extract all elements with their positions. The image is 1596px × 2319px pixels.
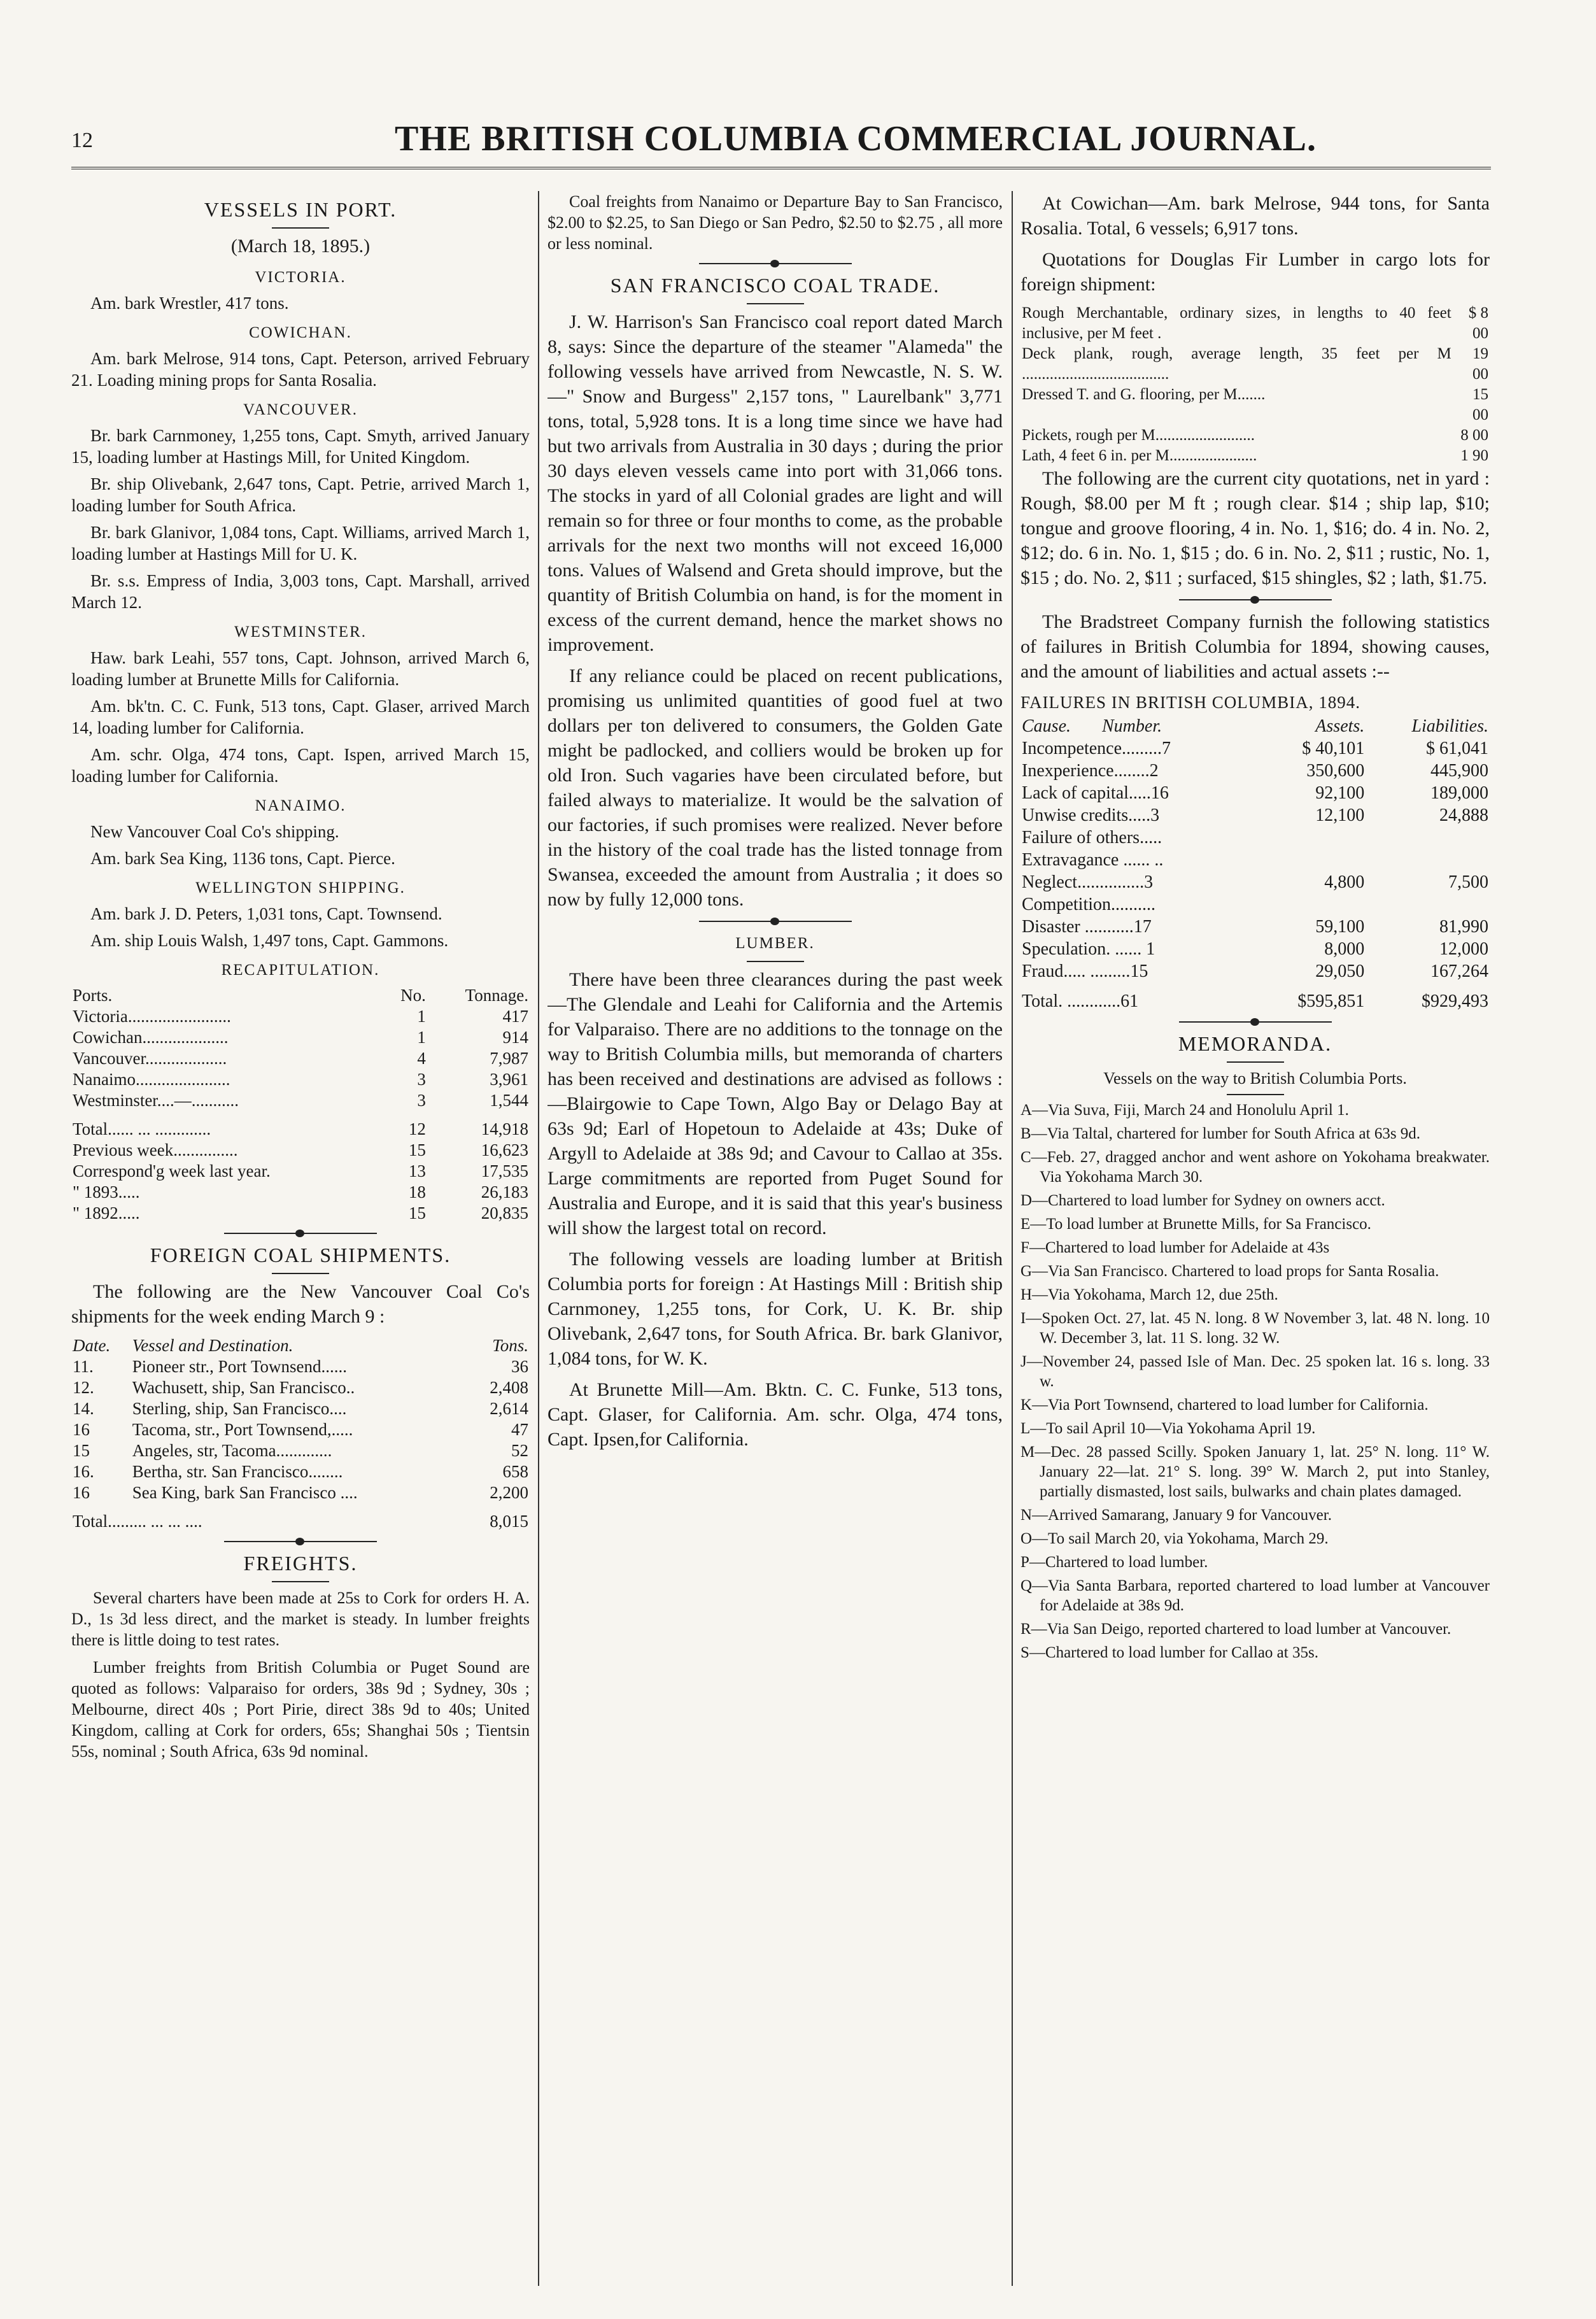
cell: 12. [73,1378,94,1397]
cell: 12,000 [1439,939,1488,959]
cell: 350,600 [1306,761,1365,781]
lumber-paragraph: At Brunette Mill—Am. Bktn. C. C. Funke, 513 tons, Capt. Glaser, for California. Am. schr. Olga, 474 tons, Capt. Ipsen,for California. [547,1379,1003,1450]
section-separator [224,1541,377,1542]
memo-item: I—Spoken Oct. 27, lat. 45 N. long. 8 W November 3, lat. 48 N. long. 10 W. December 3, lat. 11 S. long. 32 W. [1020,1310,1490,1347]
dash-rule [272,1273,329,1274]
freights-heading: FREIGHTS. [243,1552,358,1575]
memo-item: G—Via San Francisco. Chartered to load props for Santa Rosalia. [1020,1263,1439,1280]
recapitulation-heading: RECAPITULATION. [221,961,380,979]
cell: 3 [417,1070,426,1089]
column-header: Vessel and Destination. [132,1336,293,1355]
cell: Victoria........................ [73,1007,231,1026]
cell [1257,849,1366,871]
cell: $ 8 00 [1468,304,1488,342]
cell: 52 [511,1441,528,1460]
foreign-coal-intro: The following are the New Vancouver Coal Co's shipments for the week ending March 9 : [71,1281,530,1327]
cell: Disaster ...........17 [1022,917,1152,937]
vessel-entry: Am. bark Melrose, 914 tons, Capt. Peterson, arrived February 21. Loading mining props for Santa Rosalia. [71,349,530,390]
cell: 15 [73,1441,90,1460]
table-row [1020,446,1490,466]
table-row [1020,782,1490,804]
column-2 [547,191,1003,2286]
memoranda-subtitle: Vessels on the way to British Columbia Ports. [1103,1069,1407,1088]
table-row [1020,804,1490,826]
section-separator [1179,1021,1332,1023]
page-number: 12 [71,129,93,152]
cell: 14. [73,1399,94,1418]
memo-item: O—To sail March 20, via Yokohama, March 29. [1020,1530,1329,1547]
section-separator [1179,599,1332,600]
lumber-paragraph: There have been three clearances during the past week—The Glendale and Leahi for California and the Artemis for Valparaiso. There are no additions to the tonnage on the way to British Columbia mills, but memoranda of charters has been received and destinations are advised as follows :—Blairgowie to Cape Town, Algo Bay or Delago Bay at 63s 9d; Earl of Hopetoun to Adelaide at 43s; Duke of Argyll to Adelaide at 38s 9d; and Cavour to Callao at 35s. Large commitments are reported from Puget Sound for Australia and Europe, and it is said that this year's business will show the largest total on record. [547,969,1003,1238]
column-header: Assets. [1315,716,1365,736]
memo-item: D—Chartered to load lumber for Sydney on owners acct. [1020,1192,1385,1209]
table-row [71,1090,530,1111]
dash-rule [1227,1094,1284,1095]
cell: Fraud..... .........15 [1022,961,1148,981]
column-header [1020,715,1257,737]
freights-paragraph: Several charters have been made at 25s to Cork for orders H. A. D., 1s 3d less direct, and the market is steady. In lumber freights there is little doing to test rates. [71,1589,530,1649]
cell: 59,100 [1315,917,1365,937]
cell: 92,100 [1315,783,1365,803]
cell: 16 [73,1483,90,1502]
cell: 2,200 [490,1483,528,1502]
table-row [1020,938,1490,960]
cell: Cowichan.................... [73,1028,229,1047]
vessels-in-port-heading: VESSELS IN PORT. [204,198,397,221]
column-header: No. [400,986,426,1005]
table-row [1020,737,1490,760]
cell: Inexperience........2 [1022,761,1159,781]
cell: Incompetence.........7 [1022,739,1171,758]
cell: Extravagance ...... .. [1022,850,1164,870]
table-row [1020,760,1490,782]
port-heading: COWICHAN. [249,324,352,341]
cell: Previous week............... [73,1140,238,1160]
dash-rule [747,961,804,962]
cell [1366,849,1490,871]
memo-item: M—Dec. 28 passed Scilly. Spoken January 1, lat. 25° N. long. 11° W. January 22—lat. 21° S. long. 39° W. March 2, put into Stanley, partially dismasted, lost sails, bulwarks and chain plates damaged. [1020,1443,1490,1500]
table-row [71,1203,530,1224]
table-row [71,1140,530,1161]
table-row [71,1182,530,1203]
cell: Nanaimo...................... [73,1070,230,1089]
cell: Total...... ... ............. [73,1119,211,1138]
cell: 16 [73,1420,90,1439]
cell: 1 90 [1460,447,1488,464]
cell: 417 [502,1007,528,1026]
table-row [71,1006,530,1027]
column-header: Ports. [73,986,113,1005]
vessel-entry: Br. ship Olivebank, 2,647 tons, Capt. Petrie, arrived March 1, loading lumber for South Africa. [71,474,530,515]
table-row [71,1419,530,1440]
header-rule [71,167,1491,169]
table-row [1020,960,1490,982]
cell: Bertha, str. San Francisco........ [132,1462,343,1481]
table-row [1020,871,1490,893]
memo-item: P—Chartered to load lumber. [1020,1554,1208,1571]
lumber-paragraph: The following vessels are loading lumber at British Columbia ports for foreign : At Hastings Mill : British ship Carnmoney, 1,255 tons, for Cork, U. K. Br. ship Olivebank, 2,647 tons, for South Africa. Br. bark Glanivor, 1,084 tons, for W. K. [547,1249,1003,1369]
column-3 [1020,191,1490,2286]
table-row [71,1356,530,1377]
memoranda-heading: MEMORANDA. [1178,1032,1332,1055]
failures-intro: The Bradstreet Company furnish the following statistics of failures in British Columbia for 1894, showing causes, and the amount of liabilities and actual assets :-- [1020,611,1490,682]
cell: Correspond'g week last year. [73,1161,271,1181]
column-header: Liabilities. [1411,716,1488,736]
cell: Lack of capital.....16 [1022,783,1169,803]
table-row [71,1027,530,1048]
cell: 1 [417,1028,426,1047]
cell: 4 [417,1049,426,1068]
cell: Dressed T. and G. flooring, per M....... [1022,386,1266,403]
table-row [1020,385,1490,425]
column-header: Tons. [492,1336,528,1355]
column-divider [538,191,539,2286]
vessel-entry: Am. bark J. D. Peters, 1,031 tons, Capt. Townsend. [90,904,442,923]
cell: 4,800 [1324,872,1365,892]
cell [1366,826,1490,849]
cell: 17,535 [481,1161,528,1181]
cell: 15 [408,1203,426,1223]
port-heading: VICTORIA. [255,269,346,286]
cell: Wachusett, ship, San Francisco.. [132,1378,355,1397]
foreign-coal-heading: FOREIGN COAL SHIPMENTS. [150,1244,451,1266]
cell: 8,000 [1324,939,1365,959]
table-row [71,1069,530,1090]
cell: 3,961 [490,1070,528,1089]
cell: Competition.......... [1022,895,1155,914]
recapitulation-table [71,985,530,1224]
cell: 16. [73,1462,94,1481]
cell: 445,900 [1430,761,1488,781]
cell: 11. [73,1357,94,1376]
cell: 12,100 [1315,805,1365,825]
cell: 20,835 [481,1203,528,1223]
cell: 19 00 [1472,345,1488,383]
table-row [1020,344,1490,385]
lumber-quote-intro: Quotations for Douglas Fir Lumber in cargo lots for foreign shipment: [1020,249,1490,295]
cell: Rough Merchantable, ordinary sizes, in lengths to 40 feet inclusive, per M feet . [1022,304,1451,342]
vessel-entry: Br. bark Glanivor, 1,084 tons, Capt. Williams, arrived March 1, loading lumber at Hastings Mill for U. K. [71,523,530,564]
vessels-date: (March 18, 1895.) [230,236,371,257]
cell: 2,408 [490,1378,528,1397]
cell: Westminster....—........... [73,1091,239,1110]
vessel-entry: Am. schr. Olga, 474 tons, Capt. Ispen, arrived March 15, loading lumber for California. [71,745,530,786]
table-row [71,1398,530,1419]
column-header: Number. [1102,716,1162,736]
sf-coal-paragraph: J. W. Harrison's San Francisco coal report dated March 8, says: Since the departure of the steamer "Alameda" the following vessels have arrived from Newcastle, N. S. W.—" Snow and Burgess" 2,157 tons, " Laurelbank" 3,771 tons, total, 5,928 tons. It is a long time since we have had but two arrivals from Australia in 30 days ; during the prior 30 days eleven vessels came into port with 31,066 tons. The stocks in yard of all Colonial grades are light and will remain so for three or four months to come, as the probable arrivals for the next two months will not exceed 16,000 tons. Values of Walsend and Greta should improve, but the quantity of British Columbia on hand, is for the moment in excess of the current demand, hence the market shows no improvement. [547,311,1003,655]
cell: Neglect...............3 [1022,872,1154,892]
memo-item: K—Via Port Townsend, chartered to load lumber for California. [1020,1396,1429,1414]
failures-table [1020,715,1490,1012]
table-row [1020,982,1490,1012]
sf-coal-paragraph: If any reliance could be placed on recent publications, promising us unlimited quantities of good fuel at two dollars per ton delivered to consumers, the Golden Gate might be padlocked, and colliers would be broken up for old Iron. Such vagaries have been circulated before, but failed always to materialize. It would be the salvation of our factories, if such promises were realized. Never before in the history of the coal trade has the listed tonnage from Swansea, exceeded the amount from Australia ; it does so now by fully 12,000 tons. [547,665,1003,910]
cell: Sea King, bark San Francisco .... [132,1483,358,1502]
vessel-entry: Br. bark Carnmoney, 1,255 tons, Capt. Smyth, arrived January 15, loading lumber at Hastings Mill, for United Kingdom. [71,426,530,467]
cell: 3 [417,1091,426,1110]
cell: Pickets, rough per M......................... [1022,427,1255,444]
cell: " 1892..... [73,1203,140,1223]
cell: $929,493 [1422,991,1488,1011]
section-separator [699,263,852,264]
cell: 12 [408,1119,426,1138]
cell: Vancouver................... [73,1049,227,1068]
cell [1257,893,1366,916]
table-row [71,1461,530,1482]
table-row [71,1377,530,1398]
cell: 7,987 [490,1049,528,1068]
table-row [1020,425,1490,446]
coal-shipments-table [71,1335,530,1532]
port-heading: WELLINGTON SHIPPING. [195,879,406,897]
table-row [71,1111,530,1140]
cell: 15 [408,1140,426,1160]
journal-title: THE BRITISH COLUMBIA COMMERCIAL JOURNAL. [395,119,1317,159]
memo-item: A—Via Suva, Fiji, March 24 and Honolulu April 1. [1020,1102,1349,1119]
freights-paragraph: Coal freights from Nanaimo or Departure Bay to San Francisco, $2.00 to $2.25, to San Diego or San Pedro, $2.50 to $2.75 , all more or less nominal. [547,192,1003,253]
cell: 8,015 [490,1512,528,1531]
memo-item: B—Via Taltal, chartered for lumber for South Africa at 63s 9d. [1020,1125,1421,1142]
port-heading: NANAIMO. [255,797,346,814]
memo-item: S—Chartered to load lumber for Callao at 35s. [1020,1644,1318,1661]
memo-item: C—Feb. 27, dragged anchor and went ashore on Yokohama breakwater. Via Yokohama March 30. [1020,1149,1490,1186]
cell: 47 [511,1420,528,1439]
cell: Total......... ... ... .... [73,1512,202,1531]
cell: 658 [502,1462,528,1481]
column-header: Cause. [1022,716,1071,736]
table-row [71,1503,530,1532]
sf-coal-heading: SAN FRANCISCO COAL TRADE. [610,274,940,297]
cell: 15 00 [1472,386,1488,423]
vessel-entry: Am. bark Wrestler, 417 tons. [90,294,289,313]
vessel-entry: Am. bark Sea King, 1136 tons, Capt. Pierce. [90,849,395,868]
dash-rule [272,1581,329,1582]
cell: 36 [511,1357,528,1376]
cell: 189,000 [1430,783,1488,803]
memo-item: R—Via San Deigo, reported chartered to load lumber at Vancouver. [1020,1620,1451,1638]
section-separator [699,921,852,922]
vessel-entry: Am. ship Louis Walsh, 1,497 tons, Capt. Gammons. [90,931,449,950]
port-heading: VANCOUVER. [243,401,358,418]
table-row [71,1048,530,1069]
vessel-entry: Haw. bark Leahi, 557 tons, Capt. Johnson, arrived March 6, loading lumber at Brunette Mills for California. [71,648,530,689]
section-separator [224,1233,377,1234]
cell: 2,614 [490,1399,528,1418]
lumber-paragraph: At Cowichan—Am. bark Melrose, 944 tons, for Santa Rosalia. Total, 6 vessels; 6,917 tons. [1020,193,1490,239]
dash-rule [747,303,804,304]
lumber-quotes-table [1020,303,1490,466]
city-quotations: The following are the current city quotations, net in yard : Rough, $8.00 per M ft ; rough clear. $14 ; ship lap, $10; tongue and groove flooring, 4 in. No. 1, $16; do. 4 in. No. 2, $12; do. 6 in. No. 1, $15 ; do. 6 in. No. 2, $11 ; rustic, No. 1, $15 ; do. No. 2, $11 ; surfaced, $15 shingles, $2 ; lath, $1.75. [1020,468,1490,588]
cell: 26,183 [481,1182,528,1202]
memo-item: L—To sail April 10—Via Yokohama April 19. [1020,1420,1316,1437]
column-1 [71,191,530,2286]
cell: " 1893..... [73,1182,140,1202]
cell: Pioneer str., Port Townsend...... [132,1357,348,1376]
table-row [71,1440,530,1461]
memo-item: N—Arrived Samarang, January 9 for Vancouver. [1020,1507,1332,1524]
table-row [71,1482,530,1503]
cell: 914 [502,1028,528,1047]
dash-rule [1227,1061,1284,1063]
cell: 18 [408,1182,426,1202]
cell: Sterling, ship, San Francisco.... [132,1399,347,1418]
table-row [71,1161,530,1182]
cell: 81,990 [1439,917,1488,937]
cell: Deck plank, rough, average length, 35 feet per M ..................................... [1022,345,1451,383]
cell: 13 [408,1161,426,1181]
column-divider [1012,191,1013,2286]
cell: 167,264 [1430,961,1488,981]
memo-item: J—November 24, passed Isle of Man. Dec. 25 spoken lat. 16 s. long. 33 w. [1020,1353,1490,1390]
cell: Total. ............61 [1022,991,1139,1011]
lumber-heading: LUMBER. [735,935,815,952]
table-row [1020,849,1490,871]
table-row [1020,916,1490,938]
cell: $ 61,041 [1426,739,1488,758]
cell [1366,893,1490,916]
cell: Lath, 4 feet 6 in. per M...................... [1022,447,1257,464]
cell: 8 00 [1460,427,1488,444]
memo-item: E—To load lumber at Brunette Mills, for Sa Francisco. [1020,1216,1371,1233]
cell: 1,544 [490,1091,528,1110]
cell: Speculation. ...... 1 [1022,939,1155,959]
cell: 7,500 [1448,872,1488,892]
vessel-entry: Br. s.s. Empress of India, 3,003 tons, Capt. Marshall, arrived March 12. [71,571,530,612]
vessel-entry: Am. bk'tn. C. C. Funk, 513 tons, Capt. Glaser, arrived March 14, loading lumber for California. [71,697,530,737]
freights-paragraph: Lumber freights from British Columbia or Puget Sound are quoted as follows: Valparaiso for orders, 38s 9d ; Sydney, 30s ; Melbourne, direct 40s ; Port Pirie, direct 38s 9d to 40s; United Kingdom, calling at Cork for orders, 65s; Shanghai 50s ; Tientsin 55s, nominal ; South Africa, 63s 9d nominal. [71,1658,530,1761]
table-row [1020,303,1490,344]
cell: 29,050 [1315,961,1365,981]
column-header: Date. [73,1336,111,1355]
table-row [1020,893,1490,916]
memo-item: F—Chartered to load lumber for Adelaide at 43s [1020,1239,1330,1256]
cell: 24,888 [1439,805,1488,825]
cell: Unwise credits.....3 [1022,805,1160,825]
cell: 16,623 [481,1140,528,1160]
column-header: Tonnage. [465,986,528,1005]
cell: 14,918 [481,1119,528,1138]
cell [1257,826,1366,849]
cell: $ 40,101 [1302,739,1365,758]
cell: Failure of others..... [1022,828,1162,847]
port-heading: WESTMINSTER. [234,623,367,641]
cell: Angeles, str, Tacoma............. [132,1441,332,1460]
cell: Tacoma, str., Port Townsend,..... [132,1420,353,1439]
memo-item: H—Via Yokohama, March 12, due 25th. [1020,1286,1278,1303]
dash-rule [272,227,329,229]
vessel-entry: New Vancouver Coal Co's shipping. [90,822,339,841]
table-row [1020,826,1490,849]
cell: $595,851 [1297,991,1365,1011]
cell: 1 [417,1007,426,1026]
failures-heading: FAILURES IN BRITISH COLUMBIA, 1894. [1020,693,1361,712]
memo-item: Q—Via Santa Barbara, reported chartered to load lumber at Vancouver for Adelaide at 38s 9d. [1020,1577,1490,1614]
